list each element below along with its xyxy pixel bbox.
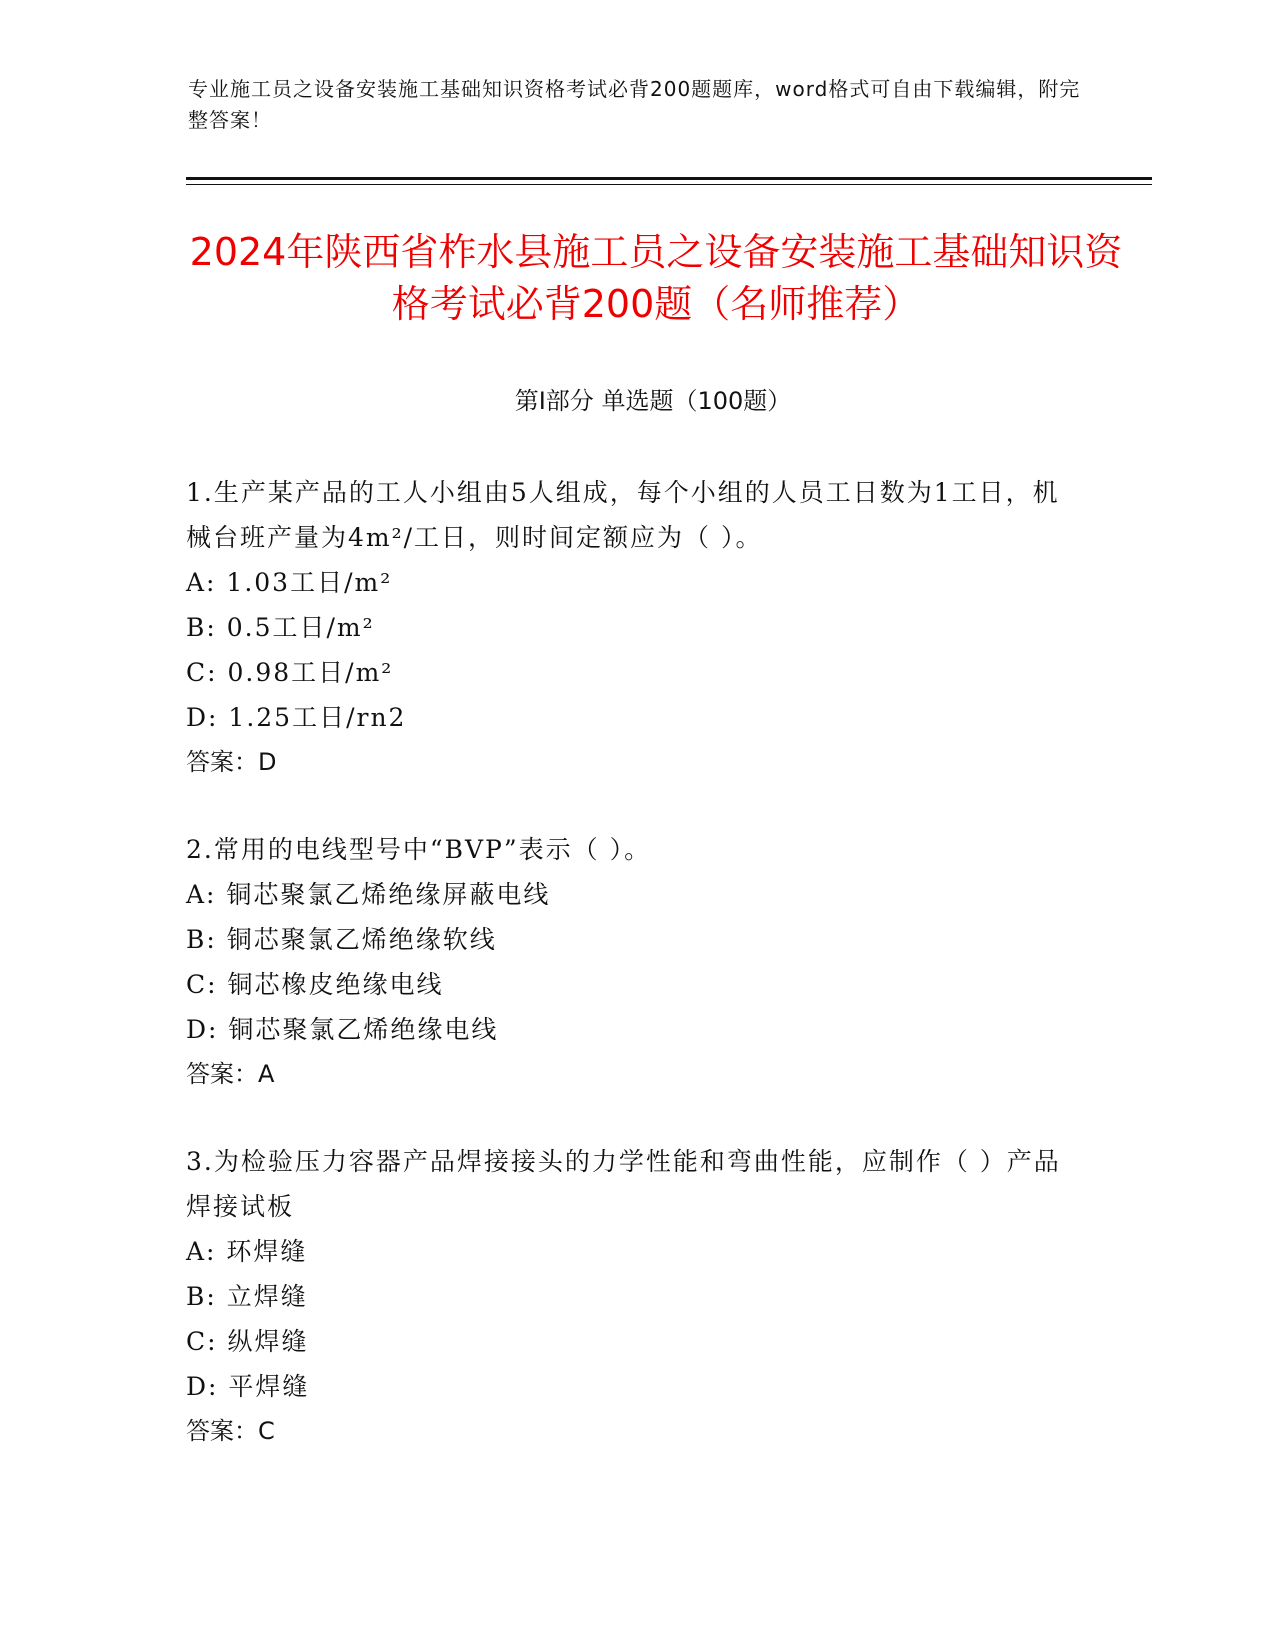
question-item: [186, 1139, 1066, 1454]
question-stem: 1.生产某产品的工人小组由5人组成，每个小组的人员工日数为1工日，机械台班产量为4m²/工日，则时间定额应为（ ）。: [186, 478, 1060, 552]
option-b: B: 铜芯聚氯乙烯绝缘软线: [186, 925, 497, 954]
question-list: [186, 470, 1066, 1496]
question-item: [186, 827, 1066, 1097]
section-title: 第Ⅰ部分 单选题（100题）: [514, 387, 792, 415]
option-a: A: 1.03工日/m²: [186, 568, 393, 597]
question-item: [186, 470, 1066, 785]
option-d: D: 铜芯聚氯乙烯绝缘电线: [186, 1015, 499, 1044]
option-c: C: 纵焊缝: [186, 1327, 309, 1356]
header-rule-thin: [186, 184, 1152, 185]
header-note: 专业施工员之设备安装施工基础知识资格考试必背200题题库，word格式可自由下载编辑，附完整答案！: [188, 77, 1081, 132]
question-stem: 2.常用的电线型号中“BVP”表示（ ）。: [186, 835, 652, 864]
header-rule-thick: [186, 177, 1152, 180]
option-d: D: 平焊缝: [186, 1372, 310, 1401]
answer: 答案：D: [186, 748, 277, 776]
option-a: A: 环焊缝: [186, 1237, 308, 1266]
document-title: 2024年陕西省柞水县施工员之设备安装施工基础知识资格考试必背200题（名师推荐）: [189, 230, 1123, 326]
option-c: C: 铜芯橡皮绝缘电线: [186, 970, 444, 999]
question-stem: 3.为检验压力容器产品焊接接头的力学性能和弯曲性能，应制作（ ）产品焊接试板: [186, 1147, 1061, 1221]
option-a: A: 铜芯聚氯乙烯绝缘屏蔽电线: [186, 880, 551, 909]
answer: 答案：A: [186, 1060, 275, 1088]
option-d: D: 1.25工日/rn2: [186, 703, 407, 732]
option-c: C: 0.98工日/m²: [186, 658, 394, 687]
option-b: B: 立焊缝: [186, 1282, 308, 1311]
option-b: B: 0.5工日/m²: [186, 613, 375, 642]
answer: 答案：C: [186, 1417, 275, 1445]
